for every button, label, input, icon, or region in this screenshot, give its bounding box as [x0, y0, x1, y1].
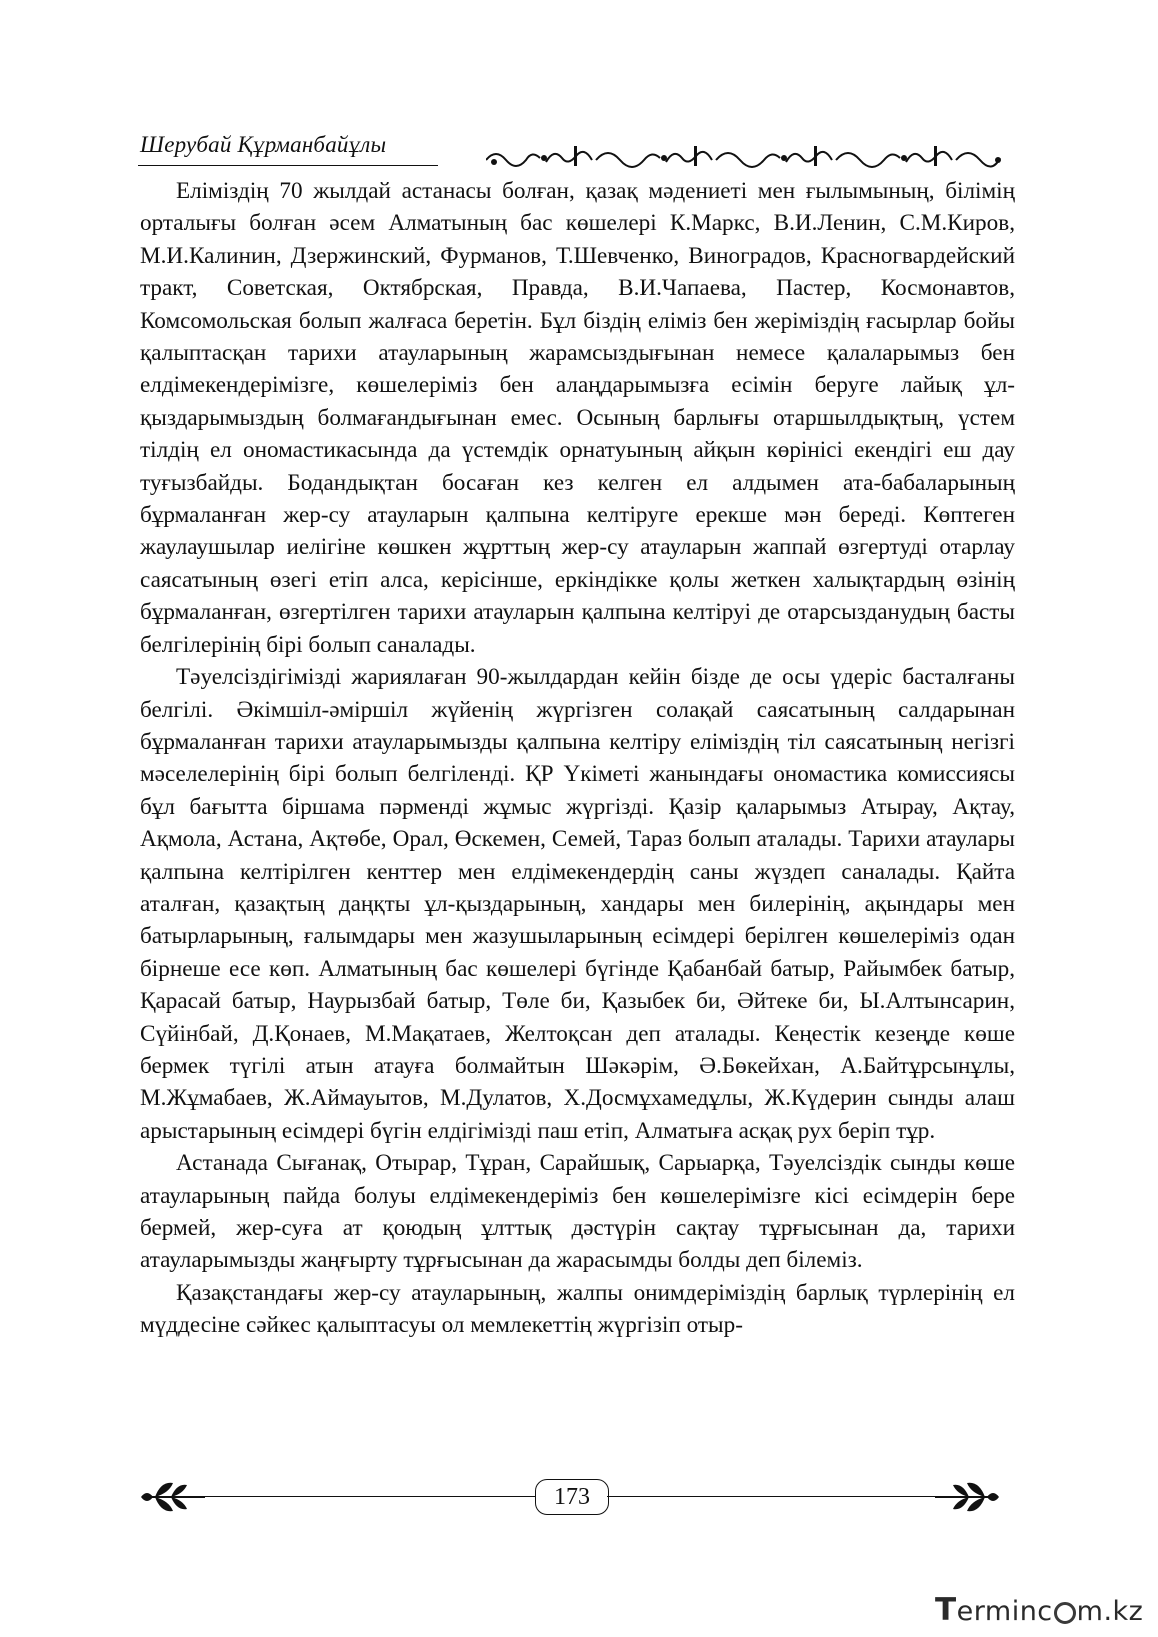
footer-rule-left	[205, 1496, 535, 1497]
paragraph: Тәуелсіздігімізді жариялаған 90-жылдардан кейін бізде де осы үдеріс басталғаны белгілі. Әкімшіл-әміршіл жүйенің жүргізген солақай саясатының салдарынан бұрмаланған тарихи атауларымызды қалпына келтіру еліміздің тіл саясатының негізгі мәселелерінің бірі болып белгіленді. ҚР Үкіметі жанындағы ономастика комиссиясы бұл бағытта біршама пәрменді жұмыс жүргізді. Қазір қаларымыз Атырау, Ақтау, Ақмола, Астана, Ақтөбе, Орал, Өскемен, Семей, Тараз болып аталады. Тарихи атаулары қалпына келтірілген кенттер мен елдімекендердің саны жүздеп саналады. Қайта аталған, қазақтың даңқты ұл-қыздарының, хандары мен билерінің, ақындары мен батырларының, ғалымдары мен жазушыларының есімдері берілген көшелеріміз одан бірнеше есе көп. Алматының бас көшелері бүгінде Қабанбай батыр, Райымбек батыр, Қарасай батыр, Наурызбай батыр, Төле би, Қазыбек би, Әйтеке би, Ы.Алтынсарин, Сүйінбай, Д.Қонаев, М.Мақатаев, Желтоқсан деп аталады. Кеңестік кезеңде көше бермек түгілі атын атауға болмайтын Шәкәрім, Ә.Бөкейхан, А.Байтұрсынұлы, М.Жұмабаев, Ж.Аймауытов, М.Дулатов, Х.Досмұхамедұлы, Ж.Күдерин сынды алаш арыстарының есімдері бүгін елдігімізді паш етіп, Алматыға асқақ рух беріп тұр.	[140, 664, 1015, 1144]
watermark-suffix: m.kz	[1076, 1596, 1144, 1627]
watermark-o-icon	[1054, 1602, 1076, 1624]
footer-leaf-ornament-right-icon	[933, 1478, 1003, 1516]
paragraph: Астанада Сығанақ, Отырар, Тұран, Сарайшық, Сарыарқа, Тәуелсіздік сынды көше атауларының пайда болуы елдімекендеріміз бен көшелерімізге кісі есімдерін бере бермей, жер-суға ат қоюдың ұлттық дәстүрін сақтау тұрғысынан да, тарихи атауларымызды жаңғырту тұрғысынан да жарасымды болды деп білеміз.	[140, 1150, 1015, 1274]
page-number: 173	[535, 1479, 609, 1515]
watermark-middle: erminc	[956, 1596, 1053, 1627]
footer-rule-right	[607, 1496, 937, 1497]
site-watermark	[935, 1592, 1143, 1628]
body-text	[140, 175, 1015, 1342]
paragraph: Қазақстандағы жер-су атауларының, жалпы онимдеріміздің барлық түрлерінің ел мүддесіне сәйкес қалыптасуы ол мемлекеттің жүргізіп отыр-	[140, 1279, 1015, 1339]
watermark-prefix: T	[935, 1592, 957, 1628]
paragraph: Еліміздің 70 жылдай астанасы болған, қазақ мәдениеті мен ғылымының, білімің орталығы болған әсем Алматының бас көшелері К.Маркс, В.И.Ленин, С.М.Киров, М.И.Калинин, Дзержинский, Фурманов, Т.Шевченко, Виноградов, Красногвардейский тракт, Советская, Октябрская, Правда, В.И.Чапаева, Пастер, Космонавтов, Комсомольская болып жалғаса беретін. Бұл біздің еліміз бен жеріміздің ғасырлар бойы қалыптасқан тарихи атауларының жарамсыздығынан немесе қалаларымыз бен елдімекендерімізге, көшелеріміз бен алаңдарымызға есімін беруге лайық ұл-қыздарымыздың болмағандығынан емес. Осының барлығы отаршылдықтың, үстем тілдің ел ономастикасында да үстемдік орнатуының айқын көрінісі екендігі еш дау туғызбайды. Бодандықтан босаған кез келген ел алдымен ата-бабаларының бұрмаланған жер-су атауларын қалпына келтіруге ерекше мән береді. Көптеген жаулаушылар иелігіне көшкен жұрттың жер-су атауларын жаппай өзгертуді отарлау саясатының өзегі етіп алса, керісінше, еркіндікке қолы жеткен халықтардың өзінің бұрмаланған, өзгертілген тарихи атауларын қалпына келтіруі де отарсызданудың басты белгілерінің бірі болып саналады.	[140, 178, 1015, 658]
footer-leaf-ornament-left-icon	[137, 1478, 207, 1516]
running-head-author: Шерубай Құрманбайұлы	[140, 132, 387, 157]
running-head-rule	[138, 165, 438, 166]
header-ornament-icon	[486, 138, 1006, 174]
